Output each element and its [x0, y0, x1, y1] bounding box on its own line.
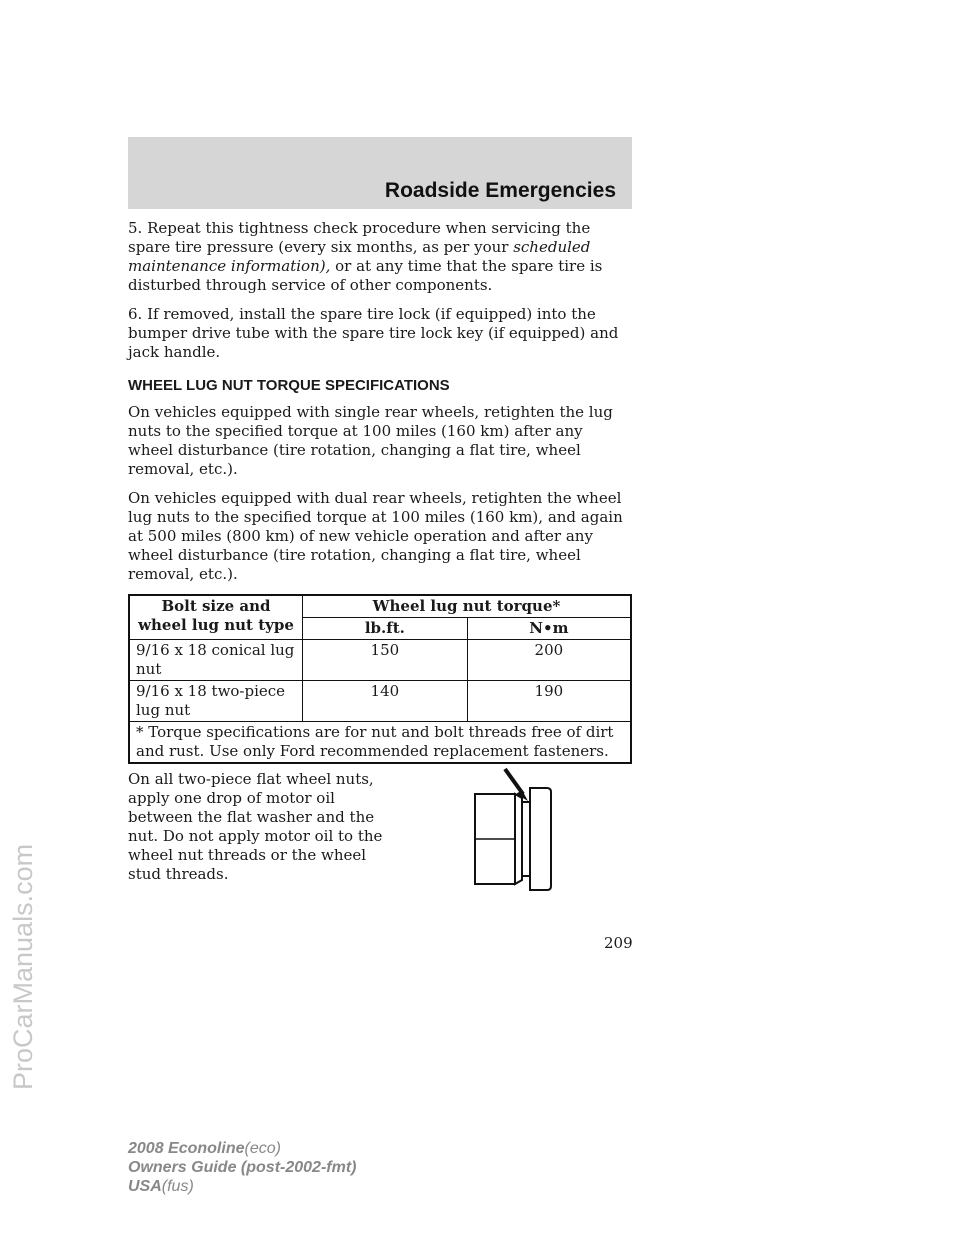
single-rear-paragraph: On vehicles equipped with single rear wheels, retighten the lug nuts to the specified torque at 100 miles (160 km) after any wheel disturbance (tire rotation, changing a flat tire, wheel removal, etc.).	[128, 403, 613, 478]
col-header-type: Bolt size and wheel lug nut type	[129, 595, 303, 640]
torque-spec-table	[128, 594, 632, 764]
page-content	[128, 219, 632, 904]
dual-rear-paragraph: On vehicles equipped with dual rear wheels, retighten the wheel lug nuts to the specified torque at 100 miles (160 km), and again at 500 miles (800 km) of new vehicle operation and after any wheel disturbance (tire rotation, changing a flat tire, wheel removal, etc.).	[128, 489, 623, 583]
table-row: 9/16 x 18 two-piece lug nut 140 190	[129, 681, 631, 722]
table-footnote: * Torque specifications are for nut and bolt threads free of dirt and rust. Use only Ford recommended replacement fasteners.	[129, 722, 631, 764]
col-header-lbft: lb.ft.	[303, 618, 468, 640]
col-header-torque: Wheel lug nut torque*	[303, 595, 632, 618]
site-watermark: ProCarManuals.com	[8, 843, 38, 1090]
maintenance-reference: scheduled maintenance information),	[128, 238, 591, 275]
page-number: 209	[604, 934, 633, 952]
nut-note-section	[128, 770, 632, 904]
step-5-paragraph: 5. Repeat this tightness check procedure when servicing the spare tire pressure (every six months, as per your scheduled maintenance information), or at any time that the spare tire is disturbed through service of other components.	[128, 219, 603, 294]
torque-spec-heading: WHEEL LUG NUT TORQUE SPECIFICATIONS	[128, 377, 450, 394]
two-piece-nut-illustration	[464, 764, 564, 904]
document-footer: 2008 Econoline(eco) Owners Guide (post-2002-fmt) USA(fus)	[128, 1140, 357, 1195]
step-6-paragraph: 6. If removed, install the spare tire lock (if equipped) into the bumper drive tube with the spare tire lock key (if equipped) and jack handle.	[128, 305, 619, 361]
col-header-nm: N•m	[467, 618, 631, 640]
table-row: 9/16 x 18 conical lug nut 150 200	[129, 640, 631, 681]
nut-oil-note: On all two-piece flat wheel nuts, apply one drop of motor oil between the flat washer and the nut. Do not apply motor oil to the wheel nut threads or the wheel stud threads.	[128, 770, 383, 883]
section-header-band	[128, 137, 632, 209]
section-title: Roadside Emergencies	[384, 179, 616, 202]
